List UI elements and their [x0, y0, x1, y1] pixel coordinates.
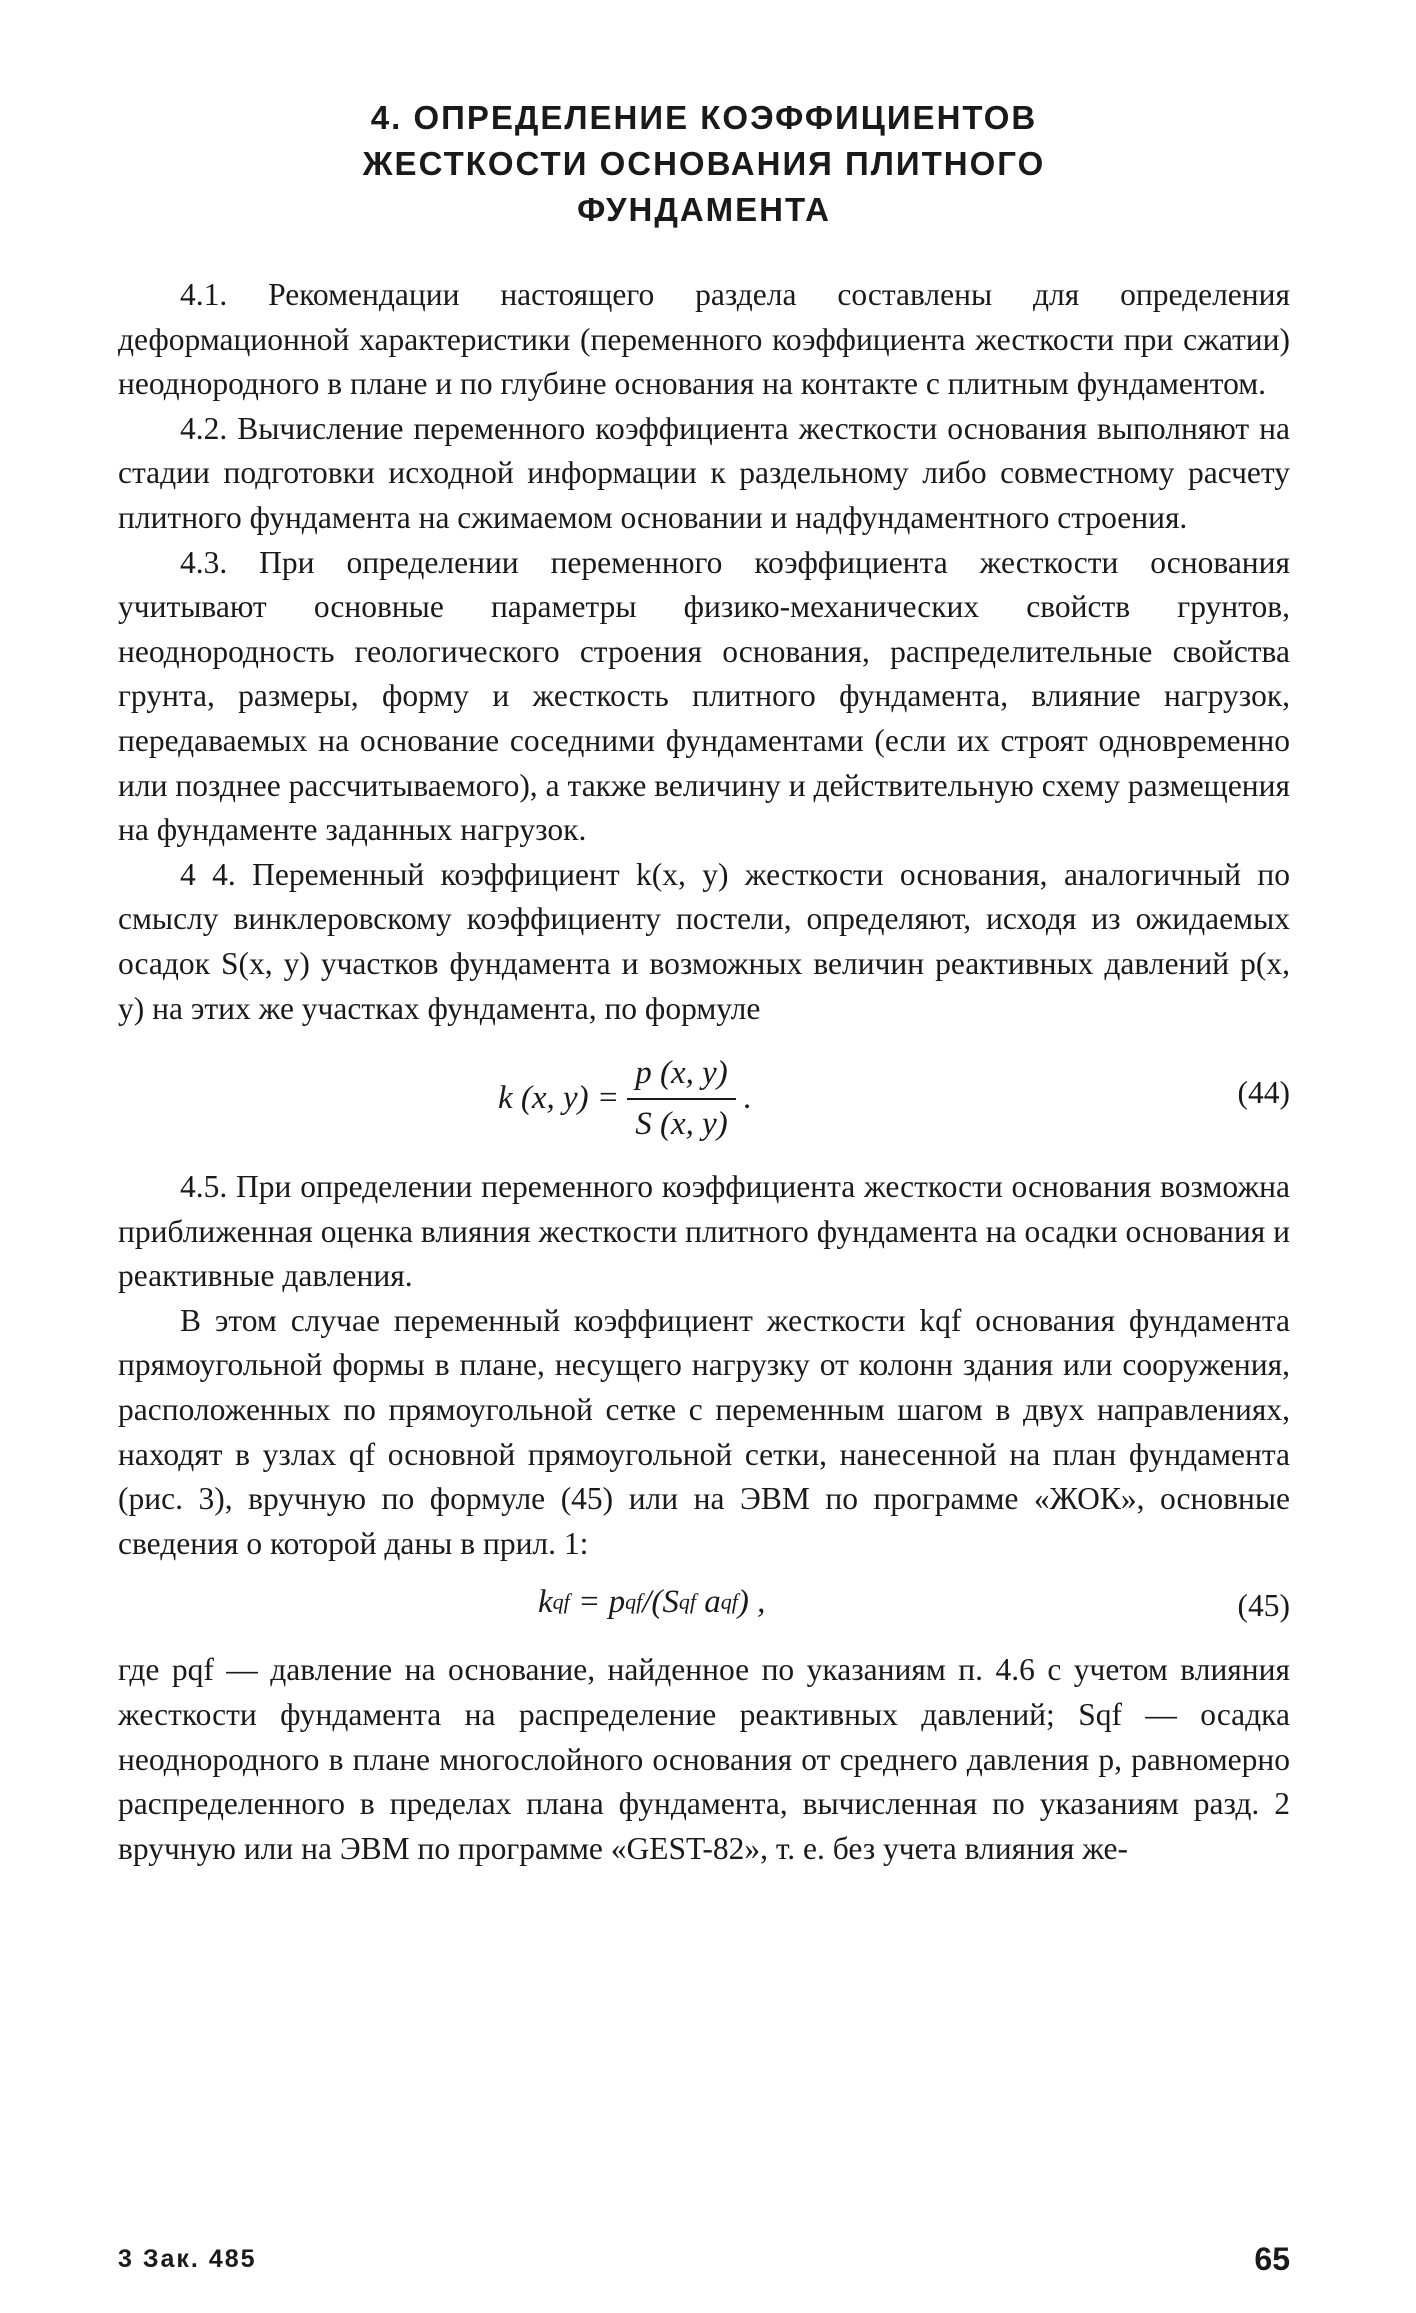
section-heading [118, 95, 1290, 233]
page-number: 65 [1254, 2241, 1290, 2277]
page-footer [118, 2241, 1290, 2285]
paragraph-4-4: 4 4. Переменный коэффициент k(x, y) жесткости основания, аналогичный по смыслу винклеровскому коэффициенту постели, определяют, исходя из ожидаемых осадок S(x, y) участков фундамента и возможных величин реактивных давлений p(x, y) на этих же участках фундамента, по формуле [118, 856, 1290, 1026]
formula-45-close: ) , [737, 1584, 766, 1621]
equation-number-45: (45) [1237, 1588, 1290, 1624]
paragraph-4-5: 4.5. При определении переменного коэффициента жесткости основания возможна приближенная оценка влияния жесткости плитного фундамента на осадки основания и реактивные давления. [118, 1169, 1290, 1294]
formula-45-a: a [704, 1584, 721, 1621]
formula-45-equals: = [569, 1584, 609, 1621]
heading-line-2: ЖЕСТКОСТИ ОСНОВАНИЯ ПЛИТНОГО [362, 145, 1046, 182]
formula-45-k-subscript: qf [552, 1589, 570, 1615]
formula-45-expression [538, 1580, 765, 1625]
paragraph-4-3: 4.3. При определении переменного коэффициента жесткости основания учитывают основные параметры физико-механических свойств грунтов, неоднородность геологического строения основания, распределительные свойства грунта, размеры, форму и жесткость плитного фундамента, влияние нагрузок, передаваемых на основание соседними фундаментами (если их строят одновременно или позднее рассчитываемого), а также величину и действительную схему размещения на фундаменте заданных нагрузок. [118, 544, 1290, 848]
equation-number-44: (44) [1237, 1075, 1290, 1111]
formula-44-period: . [743, 1080, 752, 1117]
paragraph-4-2: 4.2. Вычисление переменного коэффициента жесткости основания выполняют на стадии подготовки исходной информации к раздельному либо совместному расчету плитного фундамента на сжимаемом основании и надфундаментного строения. [118, 410, 1290, 535]
formula-45-k: k [538, 1584, 553, 1621]
formula-44-denominator: S (x, y) [635, 1105, 728, 1142]
heading-line-3: ФУНДАМЕНТА [577, 191, 831, 228]
formula-45-a-subscript: qf [720, 1589, 738, 1615]
paragraph-where-definitions: где pqf — давление на основание, найденное по указаниям п. 4.6 с учетом влияния жесткости фундамента на распределение реактивных давлений; Sqf — осадка неоднородного в плане многослойного основания от среднего давления p, равномерно распределенного в пределах плана фундамента, вычисленная по указаниям разд. 2 вручную или на ЭВМ по программе «GEST-82», т. е. без учета влияния же- [118, 1652, 1290, 1866]
formula-45-slash: /( [642, 1584, 663, 1621]
paragraph-4-1: 4.1. Рекомендации настоящего раздела составлены для определения деформационной характеристики (переменного коэффициента жесткости при сжатии) неоднородного в плане и по глубине основания на контакте с плитным фундаментом. [118, 277, 1290, 402]
document-page [118, 95, 1290, 2275]
formula-45-s: S [662, 1584, 679, 1621]
formula-45-s-subscript: qf [678, 1589, 696, 1615]
heading-line-1: 4. ОПРЕДЕЛЕНИЕ КОЭФФИЦИЕНТОВ [370, 99, 1038, 136]
printing-signature: 3 Зак. 485 [118, 2245, 257, 2273]
body-text [118, 273, 1290, 1871]
formula-45 [118, 1576, 1290, 1636]
formula-44-expression [498, 1051, 752, 1146]
formula-44 [118, 1045, 1290, 1145]
formula-44-lhs: k (x, y) = [498, 1080, 620, 1117]
formula-45-p-subscript: qf [625, 1589, 643, 1615]
formula-44-fraction [627, 1051, 736, 1146]
formula-44-numerator: p (x, y) [627, 1051, 736, 1100]
formula-45-space [696, 1580, 704, 1625]
formula-45-p: p [608, 1584, 626, 1621]
paragraph-4-5-continuation: В этом случае переменный коэффициент жесткости kqf основания фундамента прямоугольной формы в плане, несущего нагрузку от колонн здания или сооружения, расположенных по прямоугольной сетке с переменным шагом в двух направлениях, находят в узлах qf основной прямоугольной сетки, нанесенной на план фундамента (рис. 3), вручную по формуле (45) или на ЭВМ по программе «ЖОК», основные сведения о которой даны в прил. 1: [118, 1302, 1290, 1561]
